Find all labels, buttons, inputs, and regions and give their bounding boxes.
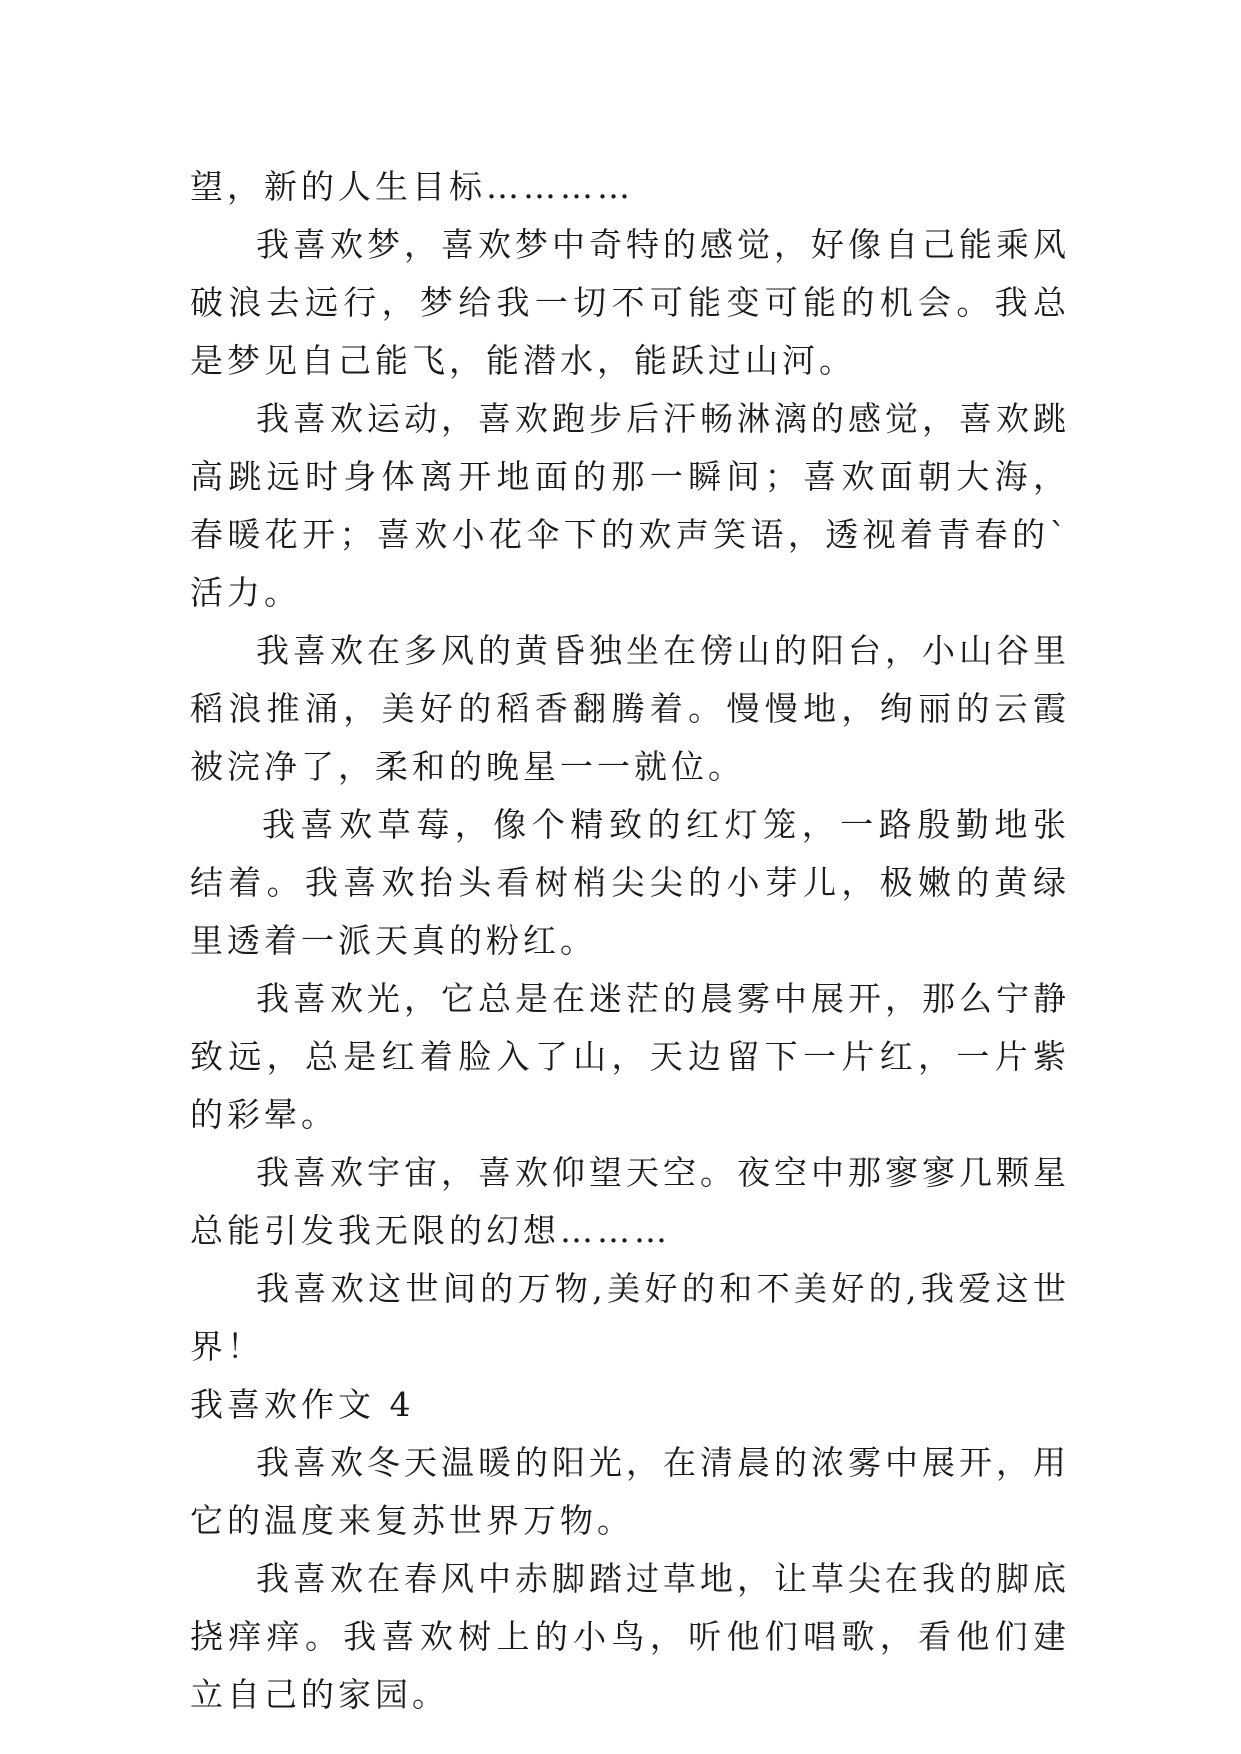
paragraph-continuation: 望，新的人生目标………… [190, 167, 634, 206]
paragraph-winter-sun: 我喜欢冬天温暖的阳光，在清晨的浓雾中展开，用它的温度来复苏世界万物。 [190, 1443, 1070, 1540]
paragraph-strawberry: 我喜欢草莓，像个精致的红灯笼，一路殷勤地张结着。我喜欢抬头看树梢尖尖的小芽儿，极嫩的黄绿里透着一派天真的粉红。 [190, 805, 1070, 960]
paragraph-dusk: 我喜欢在多风的黄昏独坐在傍山的阳台，小山谷里稻浪推涌，美好的稻香翻腾着。慢慢地，绚丽的云霞被浣净了，柔和的晚星一一就位。 [190, 631, 1070, 786]
paragraph-universe: 我喜欢宇宙，喜欢仰望天空。夜空中那寥寥几颗星总能引发我无限的幻想……… [190, 1153, 1070, 1250]
paragraph-sports: 我喜欢运动，喜欢跑步后汗畅淋漓的感觉，喜欢跳高跳远时身体离开地面的那一瞬间；喜欢面朝大海，春暖花开；喜欢小花伞下的欢声笑语，透视着青春的`活力。 [190, 399, 1070, 612]
document-body [190, 158, 1070, 1724]
paragraph-spring-grass: 我喜欢在春风中赤脚踏过草地，让草尖在我的脚底挠痒痒。我喜欢树上的小鸟，听他们唱歌，看他们建立自己的家园。 [190, 1559, 1070, 1714]
section-heading: 我喜欢作文 4 [190, 1385, 415, 1424]
paragraph-light: 我喜欢光，它总是在迷茫的晨雾中展开，那么宁静致远，总是红着脸入了山，天边留下一片红，一片紫的彩晕。 [190, 979, 1070, 1134]
paragraph-world: 我喜欢这世间的万物,美好的和不美好的,我爱这世界！ [190, 1269, 1070, 1366]
paragraph-dream: 我喜欢梦，喜欢梦中奇特的感觉，好像自己能乘风破浪去远行，梦给我一切不可能变可能的机会。我总是梦见自己能飞，能潜水，能跃过山河。 [190, 225, 1070, 380]
